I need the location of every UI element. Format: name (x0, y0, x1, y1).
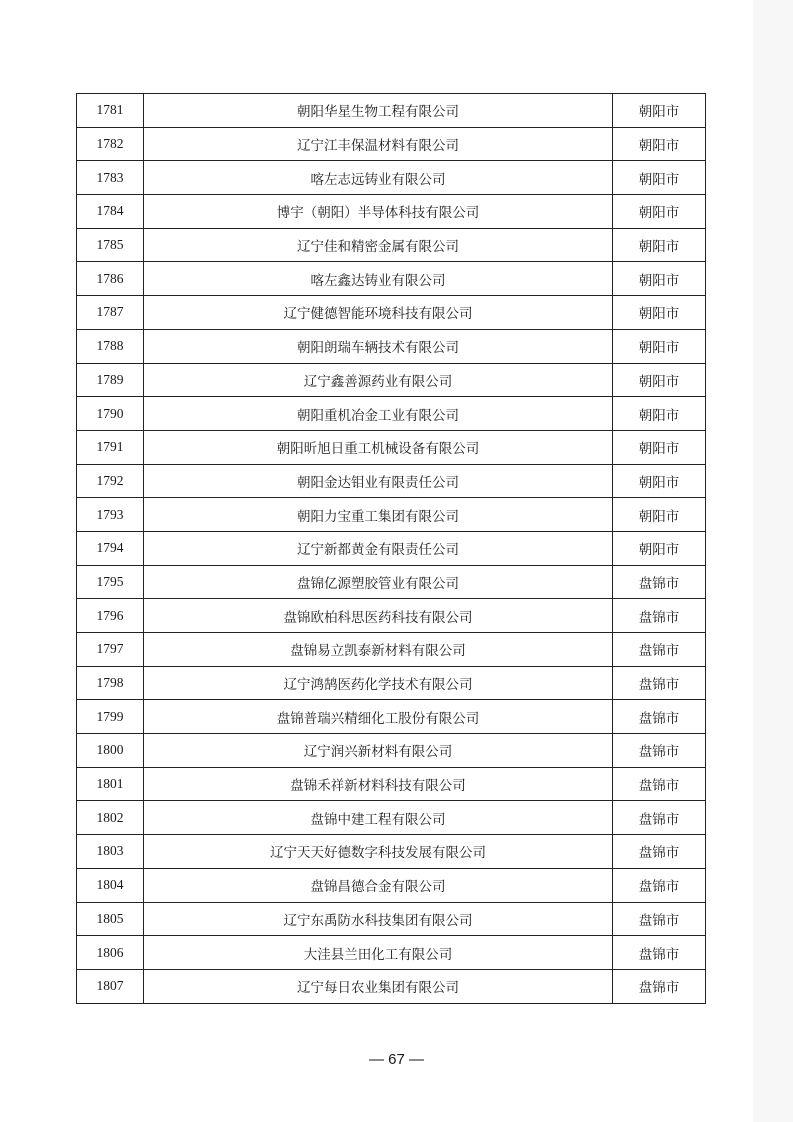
table-row (77, 363, 706, 397)
city-name: 盘锦市 (613, 599, 706, 633)
city-name: 盘锦市 (613, 565, 706, 599)
company-name: 博宇（朝阳）半导体科技有限公司 (144, 195, 613, 229)
company-name: 朝阳华星生物工程有限公司 (144, 94, 613, 128)
row-number: 1806 (77, 936, 144, 970)
company-name: 辽宁鑫善源药业有限公司 (144, 363, 613, 397)
table-row (77, 835, 706, 869)
company-name: 盘锦亿源塑胶管业有限公司 (144, 565, 613, 599)
table-row (77, 127, 706, 161)
row-number: 1797 (77, 633, 144, 667)
table-row (77, 228, 706, 262)
table-row (77, 734, 706, 768)
company-name: 辽宁佳和精密金属有限公司 (144, 228, 613, 262)
city-name: 盘锦市 (613, 902, 706, 936)
company-name: 大洼县兰田化工有限公司 (144, 936, 613, 970)
row-number: 1789 (77, 363, 144, 397)
row-number: 1790 (77, 397, 144, 431)
table-row (77, 531, 706, 565)
company-name: 盘锦中建工程有限公司 (144, 801, 613, 835)
row-number: 1788 (77, 329, 144, 363)
row-number: 1796 (77, 599, 144, 633)
city-name: 朝阳市 (613, 397, 706, 431)
table-row (77, 666, 706, 700)
company-name: 辽宁新都黄金有限责任公司 (144, 531, 613, 565)
table-row (77, 936, 706, 970)
table-row (77, 599, 706, 633)
city-name: 朝阳市 (613, 94, 706, 128)
company-name: 朝阳力宝重工集团有限公司 (144, 498, 613, 532)
table-row (77, 262, 706, 296)
city-name: 盘锦市 (613, 767, 706, 801)
table-row (77, 161, 706, 195)
table-row (77, 94, 706, 128)
table-row (77, 700, 706, 734)
company-name: 盘锦普瑞兴精细化工股份有限公司 (144, 700, 613, 734)
company-name: 盘锦禾祥新材料科技有限公司 (144, 767, 613, 801)
company-table-body (77, 94, 706, 1004)
city-name: 盘锦市 (613, 700, 706, 734)
row-number: 1804 (77, 868, 144, 902)
company-name: 朝阳昕旭日重工机械设备有限公司 (144, 430, 613, 464)
company-name: 辽宁健德智能环境科技有限公司 (144, 296, 613, 330)
company-name: 朝阳重机冶金工业有限公司 (144, 397, 613, 431)
table-row (77, 565, 706, 599)
row-number: 1802 (77, 801, 144, 835)
city-name: 盘锦市 (613, 835, 706, 869)
table-row (77, 868, 706, 902)
table-row (77, 902, 706, 936)
company-name: 朝阳金达钼业有限责任公司 (144, 464, 613, 498)
city-name: 盘锦市 (613, 801, 706, 835)
row-number: 1782 (77, 127, 144, 161)
city-name: 朝阳市 (613, 127, 706, 161)
company-name: 辽宁润兴新材料有限公司 (144, 734, 613, 768)
company-name: 朝阳朗瑞车辆技术有限公司 (144, 329, 613, 363)
row-number: 1801 (77, 767, 144, 801)
company-table (76, 93, 706, 1004)
city-name: 盘锦市 (613, 633, 706, 667)
row-number: 1794 (77, 531, 144, 565)
row-number: 1787 (77, 296, 144, 330)
city-name: 朝阳市 (613, 531, 706, 565)
city-name: 朝阳市 (613, 329, 706, 363)
company-name: 喀左鑫达铸业有限公司 (144, 262, 613, 296)
table-row (77, 633, 706, 667)
city-name: 朝阳市 (613, 296, 706, 330)
row-number: 1798 (77, 666, 144, 700)
row-number: 1805 (77, 902, 144, 936)
row-number: 1781 (77, 94, 144, 128)
company-name: 辽宁江丰保温材料有限公司 (144, 127, 613, 161)
city-name: 朝阳市 (613, 228, 706, 262)
city-name: 盘锦市 (613, 936, 706, 970)
table-row (77, 767, 706, 801)
table-row (77, 296, 706, 330)
city-name: 朝阳市 (613, 430, 706, 464)
table-row (77, 969, 706, 1003)
row-number: 1783 (77, 161, 144, 195)
city-name: 朝阳市 (613, 161, 706, 195)
table-row (77, 801, 706, 835)
row-number: 1803 (77, 835, 144, 869)
table-row (77, 464, 706, 498)
company-name: 盘锦昌德合金有限公司 (144, 868, 613, 902)
city-name: 盘锦市 (613, 666, 706, 700)
company-name: 盘锦欧柏科思医药科技有限公司 (144, 599, 613, 633)
row-number: 1791 (77, 430, 144, 464)
company-name: 盘锦易立凯泰新材料有限公司 (144, 633, 613, 667)
city-name: 朝阳市 (613, 262, 706, 296)
table-row (77, 397, 706, 431)
row-number: 1807 (77, 969, 144, 1003)
city-name: 朝阳市 (613, 363, 706, 397)
city-name: 盘锦市 (613, 969, 706, 1003)
row-number: 1800 (77, 734, 144, 768)
company-name: 喀左志远铸业有限公司 (144, 161, 613, 195)
row-number: 1793 (77, 498, 144, 532)
city-name: 朝阳市 (613, 464, 706, 498)
city-name: 朝阳市 (613, 195, 706, 229)
company-name: 辽宁每日农业集团有限公司 (144, 969, 613, 1003)
table-row (77, 498, 706, 532)
page-number: — 67 — (368, 1051, 425, 1068)
city-name: 朝阳市 (613, 498, 706, 532)
row-number: 1786 (77, 262, 144, 296)
scan-edge (753, 0, 793, 1122)
company-name: 辽宁鸿鹄医药化学技术有限公司 (144, 666, 613, 700)
table-row (77, 195, 706, 229)
table-row (77, 430, 706, 464)
row-number: 1785 (77, 228, 144, 262)
row-number: 1795 (77, 565, 144, 599)
company-name: 辽宁天天好德数字科技发展有限公司 (144, 835, 613, 869)
row-number: 1792 (77, 464, 144, 498)
row-number: 1799 (77, 700, 144, 734)
city-name: 盘锦市 (613, 868, 706, 902)
row-number: 1784 (77, 195, 144, 229)
city-name: 盘锦市 (613, 734, 706, 768)
company-name: 辽宁东禹防水科技集团有限公司 (144, 902, 613, 936)
table-row (77, 329, 706, 363)
